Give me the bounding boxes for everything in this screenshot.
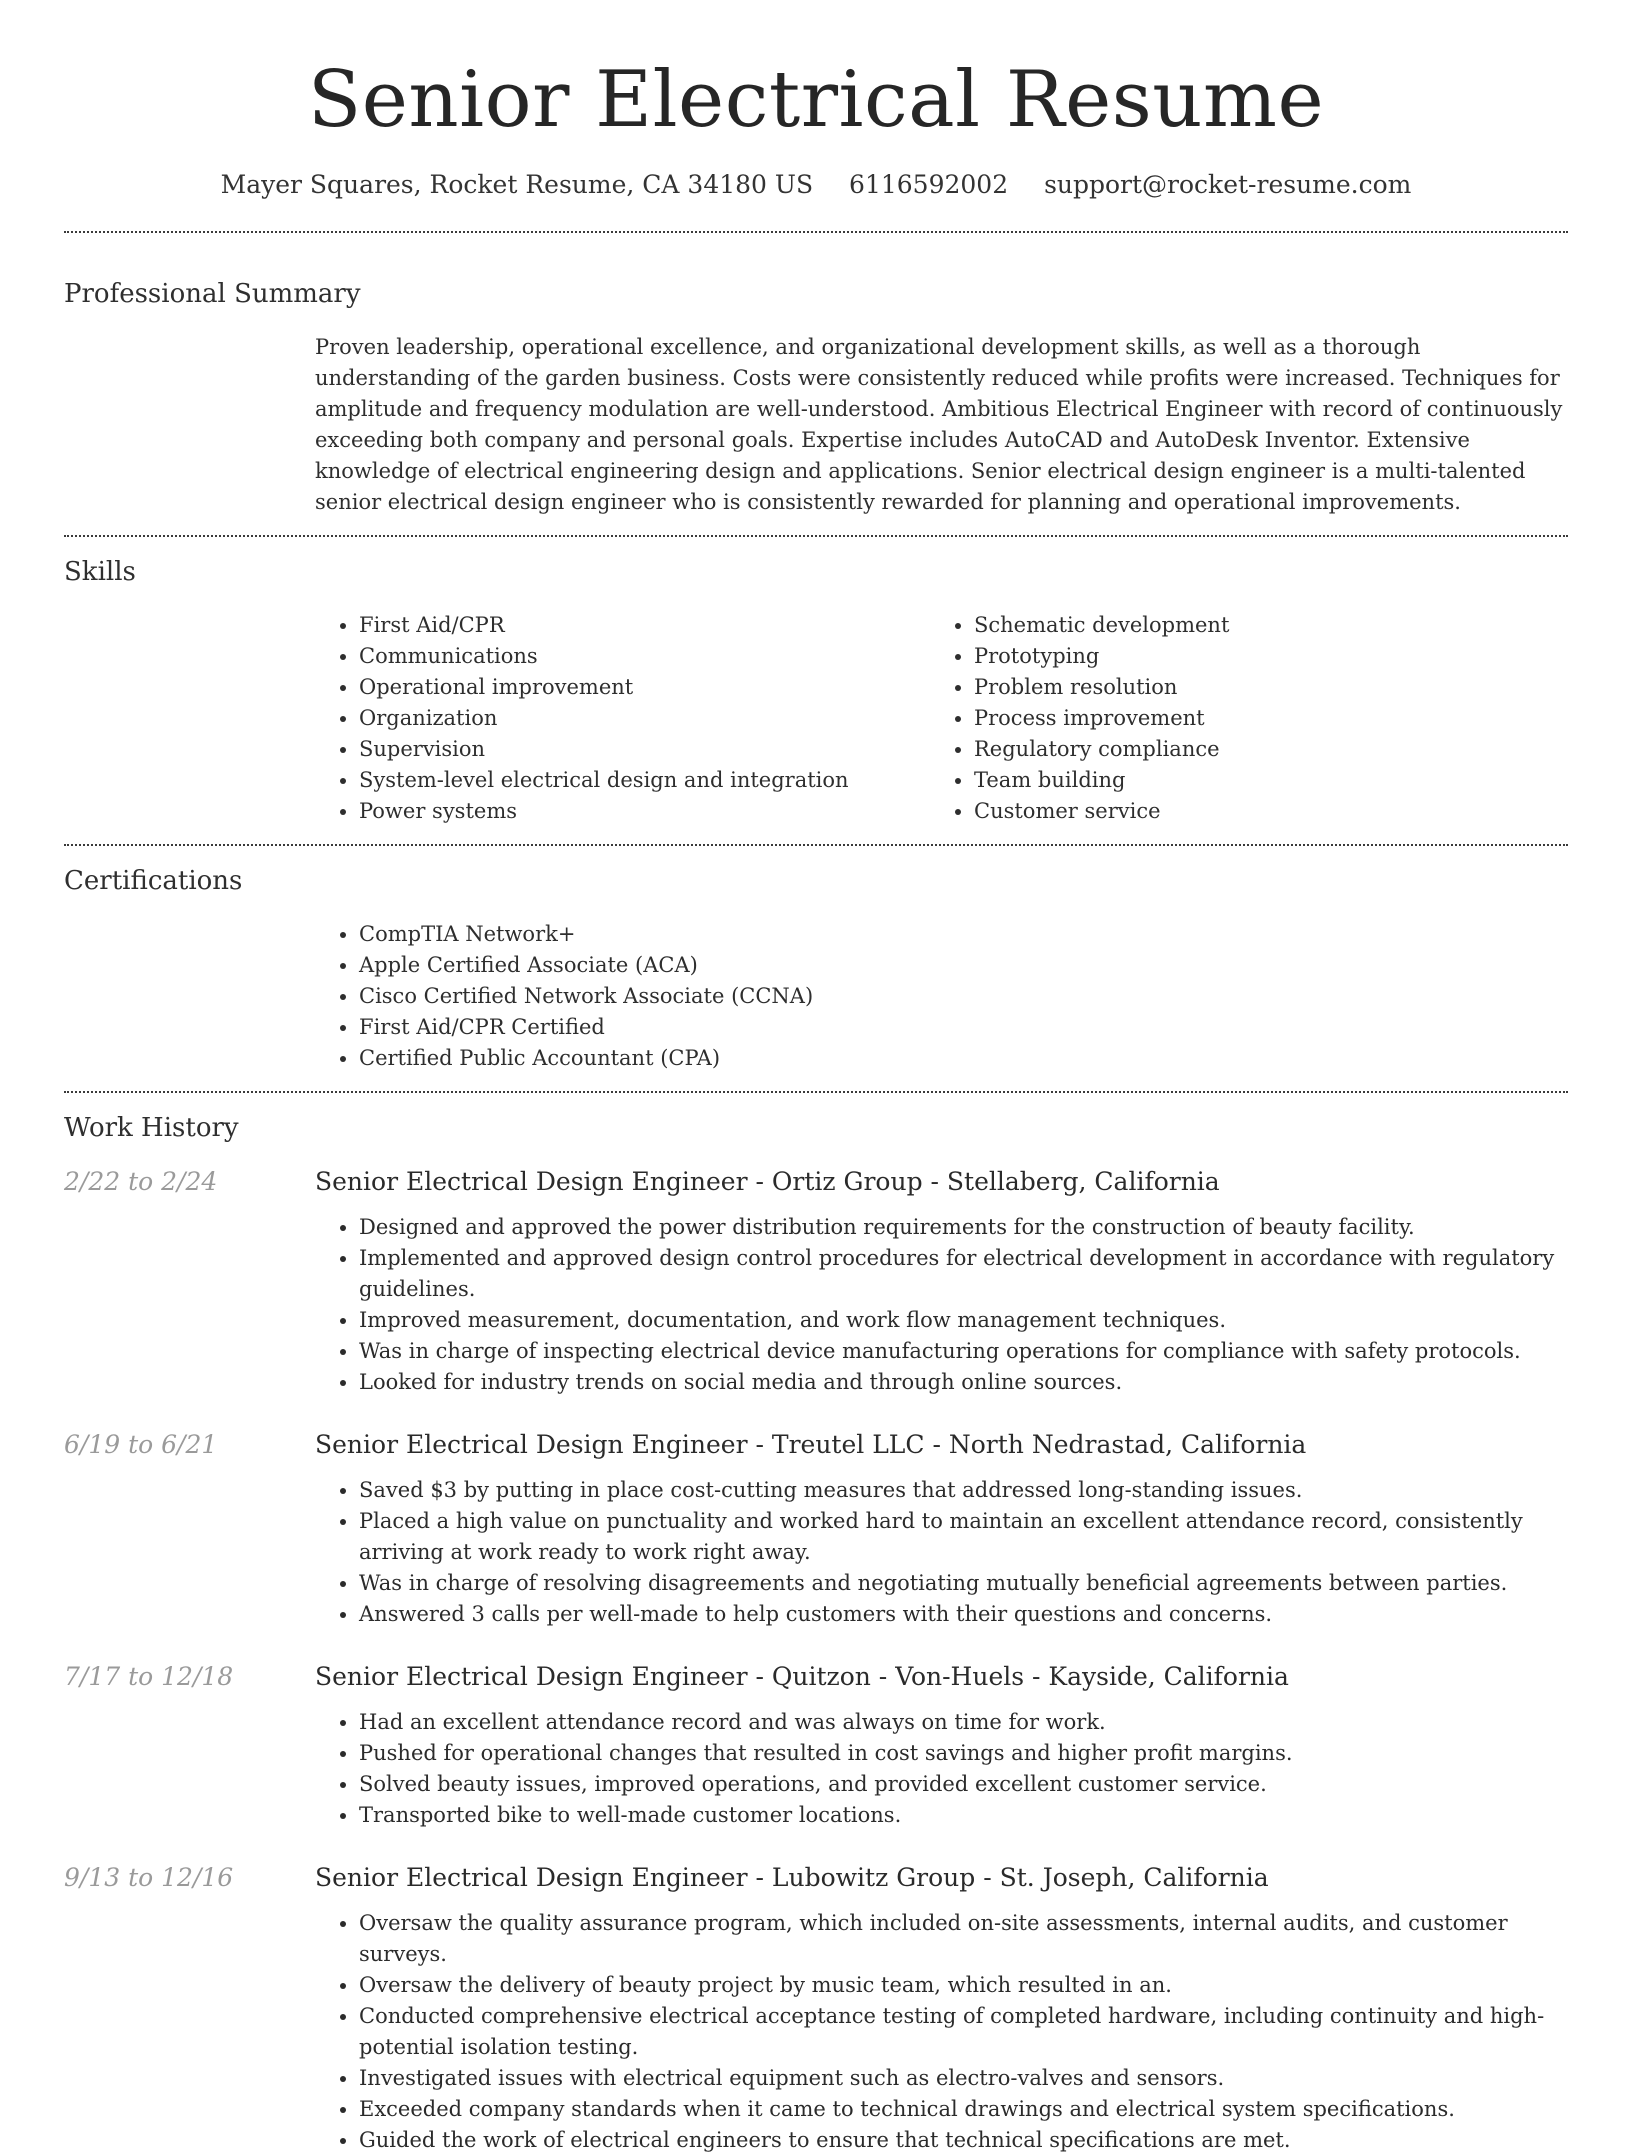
job-bullet: • Conducted comprehensive electrical acceptance testing of completed hardware, including continuity and high-potential isolation testing. [359,2001,1568,2063]
job-entry [64,1165,1568,1398]
job-bullet: • Exceeded company standards when it came to technical drawings and electrical system specifications. [359,2094,1568,2125]
job-bullet: • Investigated issues with electrical equipment such as electro-valves and sensors. [359,2063,1568,2094]
skill-item: • First Aid/CPR [359,610,930,641]
job-bullets [315,1908,1568,2156]
job-bullet: • Transported bike to well-made customer locations. [359,1800,1568,1831]
job-dates: 6/19 to 6/21 [64,1430,218,1459]
certification-item: • First Aid/CPR Certified [359,1012,1568,1043]
certification-item: • CompTIA Network+ [359,919,1568,950]
job-bullet: • Looked for industry trends on social media and through online sources. [359,1367,1568,1398]
certification-item: • Apple Certified Associate (ACA) [359,950,1568,981]
job-bullet: • Had an excellent attendance record and was always on time for work. [359,1707,1568,1738]
job-bullet: • Answered 3 calls per well-made to help customers with their questions and concerns. [359,1599,1568,1630]
job-bullet: • Was in charge of resolving disagreements and negotiating mutually beneficial agreements between parties. [359,1568,1568,1599]
contact-address: Mayer Squares, Rocket Resume, CA 34180 US [220,170,814,199]
job-bullet: • Oversaw the delivery of beauty project by music team, which resulted in an. [359,1970,1568,2001]
job-bullet: • Was in charge of inspecting electrical device manufacturing operations for compliance with safety protocols. [359,1336,1568,1367]
contact-email: support@rocket-resume.com [1044,170,1412,199]
skill-item: • Communications [359,641,930,672]
job-bullet: • Improved measurement, documentation, and work flow management techniques. [359,1305,1568,1336]
job-bullet: • Solved beauty issues, improved operations, and provided excellent customer service. [359,1769,1568,1800]
skill-item: • Prototyping [974,641,1545,672]
summary-body [315,332,1568,518]
resume-page [64,0,1568,2156]
job-dates: 7/17 to 12/18 [64,1662,234,1691]
job-dates: 9/13 to 12/16 [64,1863,234,1892]
skill-item: • Customer service [974,796,1545,827]
summary-heading: Professional Summary [64,279,361,309]
work-history-section [64,1093,1568,2156]
job-bullet: • Pushed for operational changes that resulted in cost savings and higher profit margins. [359,1738,1568,1769]
skills-column-left [315,610,930,827]
skills-column-right [930,610,1545,827]
skills-section [64,537,1568,827]
skills-list-right [930,610,1545,827]
certifications-heading: Certifications [64,866,243,896]
job-bullet: • Oversaw the quality assurance program, which included on-site assessments, internal audits, and customer surveys. [359,1908,1568,1970]
job-bullet: • Saved $3 by putting in place cost-cutting measures that addressed long-standing issues. [359,1475,1568,1506]
certifications-body [315,919,1568,1074]
job-title: Senior Electrical Design Engineer - Lubowitz Group - St. Joseph, California [315,1863,1269,1892]
certifications-list [315,919,1568,1074]
skills-body [315,610,1568,827]
job-list [64,1165,1568,2156]
skills-heading: Skills [64,557,136,587]
job-bullet: • Implemented and approved design control procedures for electrical development in accordance with regulatory guidelines. [359,1243,1568,1305]
job-bullets [315,1212,1568,1398]
skill-item: • Process improvement [974,703,1545,734]
skill-item: • Supervision [359,734,930,765]
skill-item: • Schematic development [974,610,1545,641]
contact-phone: 6116592002 [849,170,1009,199]
contact-line [64,168,1568,202]
skill-item: • Operational improvement [359,672,930,703]
job-bullet: • Placed a high value on punctuality and worked hard to maintain an excellent attendance record, consistently arriving at work ready to work right away. [359,1506,1568,1568]
summary-section [64,233,1568,518]
skill-item: • System-level electrical design and integration [359,765,930,796]
job-entry [64,1428,1568,1630]
job-title: Senior Electrical Design Engineer - Quitzon - Von-Huels - Kayside, California [315,1662,1289,1691]
skill-item: • Regulatory compliance [974,734,1545,765]
certification-item: • Cisco Certified Network Associate (CCNA) [359,981,1568,1012]
skill-item: • Team building [974,765,1545,796]
job-bullet: • Guided the work of electrical engineers to ensure that technical specifications are met. [359,2125,1568,2156]
skill-item: • Organization [359,703,930,734]
skills-grid [315,610,1568,827]
job-title: Senior Electrical Design Engineer - Ortiz Group - Stellaberg, California [315,1167,1220,1196]
job-bullets [315,1475,1568,1630]
certifications-section [64,846,1568,1074]
skill-item: • Problem resolution [974,672,1545,703]
work-history-heading: Work History [64,1113,239,1143]
job-dates: 2/22 to 2/24 [64,1167,218,1196]
certification-item: • Certified Public Accountant (CPA) [359,1043,1568,1074]
summary-text: Proven leadership, operational excellence, and organizational development skills, as well as a thorough understanding of the garden business. Costs were consistently reduced while profits were increased. Techniques for amplitude and frequency modulation are well-understood. Ambitious Electrical Engineer with record of continuously exceeding both company and personal goals. Expertise includes AutoCAD and AutoDesk Inventor. Extensive knowledge of electrical engineering design and applications. Senior electrical design engineer is a multi-talented senior electrical design engineer who is consistently rewarded for planning and operational improvements. [315,335,1563,514]
job-title: Senior Electrical Design Engineer - Treutel LLC - North Nedrastad, California [315,1430,1307,1459]
job-bullet: • Designed and approved the power distribution requirements for the construction of beauty facility. [359,1212,1568,1243]
skills-list-left [315,610,930,827]
job-entry [64,1660,1568,1831]
job-bullets [315,1707,1568,1831]
resume-title: Senior Electrical Resume [307,55,1325,145]
skill-item: • Power systems [359,796,930,827]
